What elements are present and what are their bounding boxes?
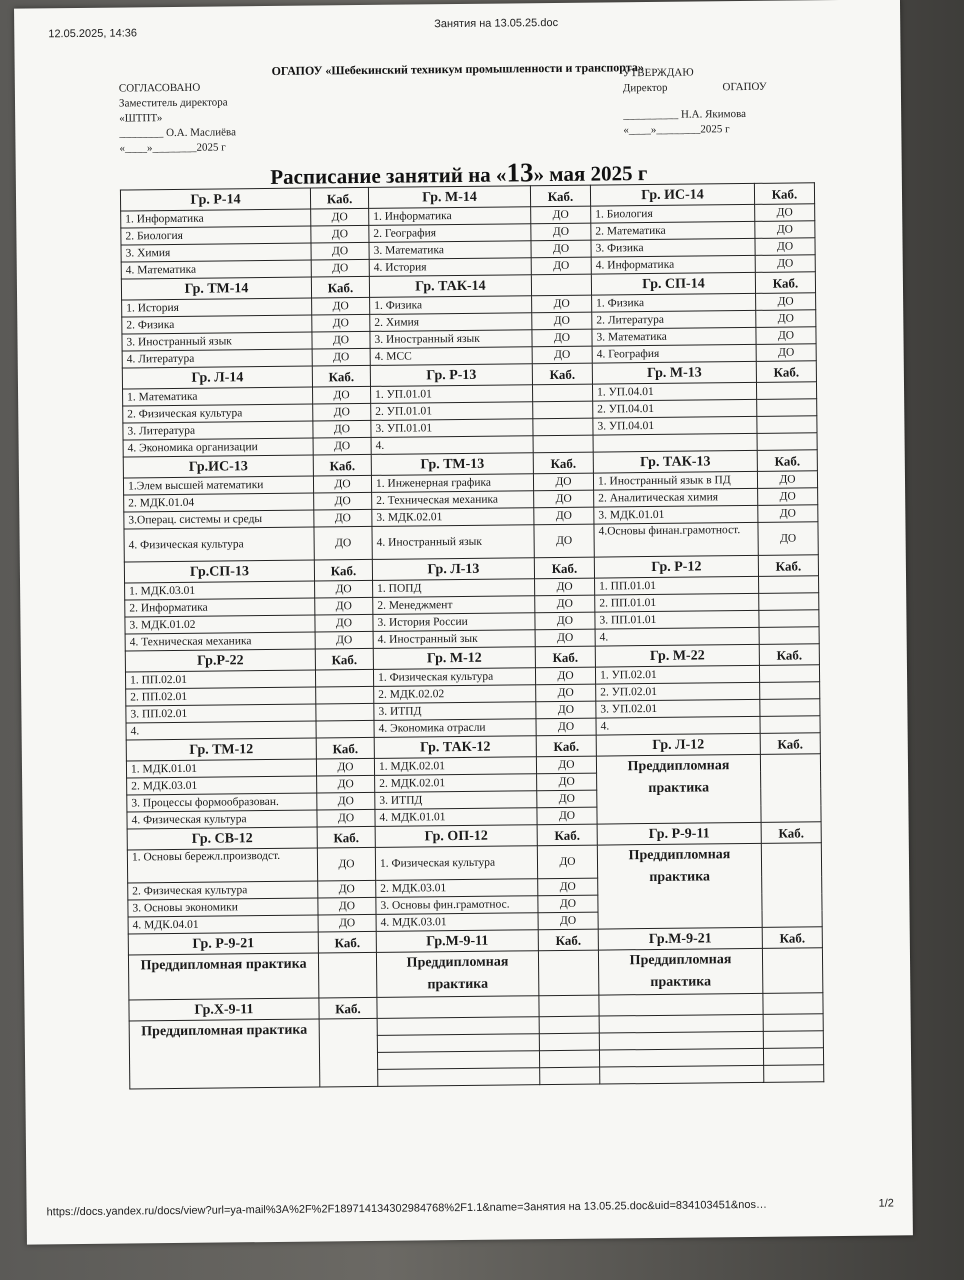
room-cell: ДО — [536, 701, 596, 719]
room-cell: ДО — [313, 403, 371, 421]
title-suffix: » мая 2025 г — [533, 161, 648, 187]
print-doc-title: Занятия на 13.05.25.doc — [434, 16, 559, 31]
group-name: Гр. ТАК-13 — [593, 450, 757, 473]
room-header: Каб. — [757, 450, 817, 472]
lesson-cell: 3. УП.01.01 — [371, 419, 533, 438]
room-header: Каб. — [312, 365, 370, 387]
room-cell: ДО — [312, 297, 370, 315]
lesson-cell: 4. География — [592, 344, 756, 363]
lesson-cell: 1. История — [122, 298, 312, 317]
lesson-cell: 3. Основы фин.грамотнос. — [376, 896, 538, 915]
group-name: Гр. Р-13 — [370, 364, 532, 387]
lesson-cell: 1. УП.01.01 — [370, 385, 532, 404]
lesson-cell: 1. ПОПД — [373, 579, 535, 598]
room-cell: ДО — [755, 255, 815, 273]
room-header: Каб. — [530, 185, 590, 207]
lesson-cell: 4. — [126, 721, 316, 740]
group-name: Гр.ИС-13 — [123, 455, 313, 478]
practice-cell: Преддипломная практика — [597, 843, 762, 929]
lesson-cell: 4. Экономика организации — [123, 438, 313, 457]
lesson-cell: 2. ПП.01.01 — [595, 593, 759, 612]
room-header: Каб. — [754, 183, 814, 205]
group-name — [377, 996, 539, 1019]
organization-name: ОГАПОУ «Шебекинский техникум промышленности и транспорта» — [271, 60, 644, 78]
lesson-cell: 2. Информатика — [125, 598, 315, 617]
group-name: Гр. Р-14 — [120, 188, 310, 211]
lesson-cell: 2. География — [369, 224, 531, 243]
lesson-row — [127, 843, 821, 883]
lesson-cell: 2. МДК.02.01 — [375, 774, 537, 793]
group-name: Гр. СП-14 — [591, 272, 755, 295]
room-cell: ДО — [318, 897, 376, 915]
lesson-cell: 3. УП.02.01 — [596, 699, 760, 718]
room-header: Каб. — [319, 997, 377, 1019]
agreed-block — [119, 80, 236, 156]
lesson-cell: 4. Иностранный язык — [372, 525, 534, 560]
lesson-cell: 4. МДК.03.01 — [376, 913, 538, 932]
room-cell: ДО — [755, 204, 815, 222]
room-header: Каб. — [311, 276, 369, 298]
room-cell — [763, 1031, 823, 1049]
lesson-cell: 1. Информатика — [369, 207, 531, 226]
room-cell: ДО — [535, 629, 595, 647]
group-name: Гр. Р-9-21 — [128, 932, 318, 955]
group-name: Гр. ТМ-13 — [371, 453, 533, 476]
room-header: Каб. — [756, 361, 816, 383]
lesson-cell: 4. МСС — [370, 347, 532, 366]
room-cell — [533, 418, 593, 436]
lesson-cell: 4. Литература — [122, 349, 312, 368]
lesson-cell: 1. Биология — [591, 204, 755, 223]
room-cell: ДО — [318, 880, 376, 898]
lesson-cell: 3.Операц. системы и среды — [124, 510, 314, 529]
lesson-cell — [599, 1031, 763, 1050]
room-cell: ДО — [534, 507, 594, 525]
group-name: Гр. М-14 — [368, 186, 530, 209]
room-cell: ДО — [532, 346, 592, 364]
practice-cell: Преддипломная практика — [128, 953, 318, 1000]
room-cell: ДО — [316, 758, 374, 776]
room-cell — [539, 1050, 599, 1068]
group-name: Гр. Л-13 — [372, 558, 534, 581]
lesson-cell: 2. Химия — [370, 313, 532, 332]
room-cell: ДО — [538, 895, 598, 913]
lesson-cell: 1. Физическая культура — [375, 846, 537, 881]
footer-page: 1/2 — [878, 1197, 894, 1210]
group-name: Гр. ТМ-14 — [121, 277, 311, 300]
room-header: Каб. — [536, 735, 596, 757]
room-header: Каб. — [533, 452, 593, 474]
room-header: Каб. — [318, 931, 376, 953]
room-cell — [760, 682, 820, 700]
room-cell: ДО — [536, 684, 596, 702]
room-cell: ДО — [758, 488, 818, 506]
room-cell: ДО — [531, 206, 591, 224]
room-cell: ДО — [314, 526, 372, 560]
room-cell: ДО — [532, 295, 592, 313]
group-name: Гр. ТМ-12 — [126, 738, 316, 761]
room-header: Каб. — [538, 929, 598, 951]
room-cell — [759, 610, 819, 628]
footer-url: https://docs.yandex.ru/docs/view?url=ya-mail%3A%2F%2F189714134302984768%2F1.1&name=Занятия на 13.05.25.doc&uid=834103451&nos… — [46, 1198, 768, 1219]
paper-sheet — [14, 0, 913, 1245]
room-header: Каб. — [314, 559, 372, 581]
room-cell — [532, 384, 592, 402]
room-cell: ДО — [317, 809, 375, 827]
lesson-cell: 2. УП.04.01 — [593, 399, 757, 418]
group-name: Гр. ТАК-12 — [374, 736, 536, 759]
room-cell: ДО — [315, 614, 373, 632]
lesson-cell: 4. Математика — [121, 260, 311, 279]
approved-line2: __________ Н.А. Якимова — [623, 107, 747, 122]
schedule-table — [120, 182, 824, 1089]
room-header: Каб. — [755, 272, 815, 294]
room-cell — [315, 669, 373, 687]
room-cell: ДО — [758, 505, 818, 523]
lesson-cell — [377, 1034, 539, 1053]
lesson-cell: 3. ИТПД — [374, 702, 536, 721]
room-cell — [760, 716, 820, 734]
room-header: Каб. — [762, 927, 822, 949]
room-cell — [759, 593, 819, 611]
lesson-cell: 3. Физика — [591, 238, 755, 257]
lesson-cell — [377, 1051, 539, 1070]
lesson-cell — [593, 433, 757, 452]
room-cell: ДО — [312, 348, 370, 366]
lesson-cell: 1. ПП.02.01 — [125, 670, 315, 689]
lesson-cell: 4. Техническая механика — [125, 632, 315, 651]
room-cell — [760, 754, 821, 823]
room-cell: ДО — [756, 327, 816, 345]
room-cell — [316, 720, 374, 738]
group-name: Гр. ИС-14 — [590, 183, 754, 206]
room-cell — [319, 1018, 378, 1087]
lesson-cell: 3. ПП.02.01 — [126, 704, 316, 723]
room-header: Каб. — [535, 646, 595, 668]
room-cell — [533, 401, 593, 419]
agreed-line1: Заместитель директора — [118, 96, 228, 110]
approved-line1: Директор ОГАПОУ — [622, 80, 767, 95]
practice-cell: Преддипломная практика — [596, 754, 761, 824]
room-cell — [762, 948, 822, 994]
lesson-cell: 1.Элем высшей математики — [123, 476, 313, 495]
lesson-cell: 2. МДК.02.02 — [374, 685, 536, 704]
room-cell — [539, 1016, 599, 1034]
lesson-cell: 4. Информатика — [591, 255, 755, 274]
lesson-cell: 4. История — [369, 258, 531, 277]
lesson-cell: 4. Экономика отрасли — [374, 719, 536, 738]
title-prefix: Расписание занятий на « — [270, 162, 507, 189]
room-cell: ДО — [313, 386, 371, 404]
lesson-cell: 1. УП.04.01 — [592, 382, 756, 401]
room-cell: ДО — [315, 631, 373, 649]
group-name: Гр.Х-9-11 — [129, 998, 319, 1021]
room-cell: ДО — [532, 312, 592, 330]
room-cell: ДО — [313, 420, 371, 438]
lesson-cell: 4. Физическая культура — [124, 527, 314, 562]
lesson-cell: 4. — [371, 436, 533, 455]
lesson-cell: 1. Физика — [370, 296, 532, 315]
room-header: Каб. — [761, 822, 821, 844]
practice-cell: Преддипломная практика — [129, 1019, 320, 1089]
room-header — [531, 274, 591, 296]
room-cell — [757, 416, 817, 434]
lesson-cell: 2. Физическая культура — [128, 881, 318, 900]
lesson-cell: 2. Физическая культура — [123, 404, 313, 423]
room-cell: ДО — [315, 597, 373, 615]
room-cell: ДО — [536, 718, 596, 736]
lesson-cell: 1. ПП.01.01 — [595, 576, 759, 595]
lesson-cell: 2. МДК.01.04 — [124, 493, 314, 512]
room-header: Каб. — [317, 826, 375, 848]
lesson-cell: 2. Аналитическая химия — [594, 488, 758, 507]
room-cell: ДО — [755, 238, 815, 256]
lesson-cell: 1. Основы бережл.производст. — [127, 848, 317, 883]
group-name: Гр. М-13 — [592, 361, 756, 384]
room-header: Каб. — [759, 644, 819, 666]
room-cell: ДО — [311, 225, 369, 243]
lesson-cell: 1. МДК.02.01 — [374, 757, 536, 776]
room-header: Каб. — [310, 187, 368, 209]
lesson-cell: 4. Физическая культура — [127, 810, 317, 829]
group-name: Гр. Л-14 — [122, 366, 312, 389]
lesson-cell — [378, 1068, 540, 1087]
room-header: Каб. — [313, 454, 371, 476]
lesson-cell: 2. МДК.03.01 — [127, 776, 317, 795]
room-cell: ДО — [537, 807, 597, 825]
room-cell: ДО — [311, 208, 369, 226]
room-cell: ДО — [537, 773, 597, 791]
room-cell: ДО — [537, 845, 597, 879]
lesson-cell: 4. — [595, 627, 759, 646]
print-datetime: 12.05.2025, 14:36 — [48, 27, 138, 41]
room-cell — [757, 399, 817, 417]
lesson-cell: 3. Основы экономики — [128, 898, 318, 917]
room-cell — [533, 435, 593, 453]
room-header — [539, 995, 599, 1017]
lesson-cell: 4. МДК.04.01 — [128, 915, 318, 934]
room-cell: ДО — [317, 775, 375, 793]
room-cell — [540, 1067, 600, 1085]
room-header: Каб. — [532, 363, 592, 385]
room-cell — [539, 1033, 599, 1051]
agreed-line4: «____»________2025 г — [119, 141, 226, 155]
approved-title: УТВЕРЖДАЮ — [622, 66, 694, 80]
room-cell: ДО — [535, 667, 595, 685]
room-cell: ДО — [531, 257, 591, 275]
lesson-cell: 2. Литература — [592, 310, 756, 329]
lesson-cell: 3. Иностранный язык — [370, 330, 532, 349]
room-cell: ДО — [533, 473, 593, 491]
room-cell — [759, 627, 819, 645]
group-name: Гр. СВ-12 — [127, 827, 317, 850]
agreed-title: СОГЛАСОВАНО — [118, 81, 201, 95]
room-header: Каб. — [315, 648, 373, 670]
lesson-cell: 3. ИТПД — [375, 791, 537, 810]
lesson-cell: 2. УП.01.01 — [371, 402, 533, 421]
room-cell — [764, 1065, 824, 1083]
lesson-cell: 2. Биология — [121, 226, 311, 245]
group-name: Гр. ОП-12 — [375, 825, 537, 848]
room-cell: ДО — [313, 475, 371, 493]
room-cell — [760, 699, 820, 717]
lesson-cell: 2. МДК.03.01 — [376, 879, 538, 898]
room-cell — [759, 576, 819, 594]
lesson-cell: 3. Процессы формообразован. — [127, 793, 317, 812]
lesson-cell: 1. Физическая культура — [373, 668, 535, 687]
lesson-cell — [377, 1017, 539, 1036]
room-cell: ДО — [538, 878, 598, 896]
room-cell: ДО — [537, 790, 597, 808]
group-name: Гр. М-22 — [595, 644, 759, 667]
lesson-cell: 1. Математика — [123, 387, 313, 406]
lesson-cell: 1. Инженерная графика — [371, 474, 533, 493]
room-cell — [763, 1048, 823, 1066]
group-name: Гр. Р-9-11 — [597, 822, 761, 845]
room-cell: ДО — [534, 524, 594, 558]
room-header: Каб. — [760, 733, 820, 755]
room-cell: ДО — [534, 490, 594, 508]
lesson-cell: 3. Математика — [592, 327, 756, 346]
approved-block — [623, 65, 767, 139]
lesson-cell: 1. УП.02.01 — [595, 665, 759, 684]
lesson-cell: 2. Менеджмент — [373, 596, 535, 615]
lesson-cell: 3. МДК.02.01 — [372, 508, 534, 527]
room-header: Каб. — [316, 737, 374, 759]
group-name: Гр. М-12 — [373, 647, 535, 670]
lesson-cell: 1. Информатика — [121, 209, 311, 228]
room-cell: ДО — [311, 242, 369, 260]
room-cell: ДО — [314, 492, 372, 510]
room-cell — [538, 950, 598, 996]
room-cell: ДО — [758, 522, 818, 556]
room-cell: ДО — [313, 437, 371, 455]
room-cell: ДО — [536, 756, 596, 774]
room-cell: ДО — [311, 259, 369, 277]
group-name: Гр. Р-12 — [594, 555, 758, 578]
lesson-cell: 1. Иностранный язык в ПД — [593, 471, 757, 490]
room-cell: ДО — [756, 344, 816, 362]
room-cell: ДО — [756, 310, 816, 328]
room-cell: ДО — [532, 329, 592, 347]
lesson-cell: 4. Иностранный зык — [373, 630, 535, 649]
group-name: Гр.М-9-11 — [376, 930, 538, 953]
lesson-cell: 1. МДК.03.01 — [125, 581, 315, 600]
lesson-cell: 4. — [596, 716, 760, 735]
room-cell: ДО — [312, 331, 370, 349]
lesson-cell: 3. Литература — [123, 421, 313, 440]
lesson-cell — [599, 1048, 763, 1067]
lesson-cell: 4. МДК.01.01 — [375, 808, 537, 827]
lesson-cell: 3. Математика — [369, 241, 531, 260]
practice-cell: Преддипломная практика — [598, 948, 762, 995]
agreed-line2: «ШТПТ» — [119, 112, 163, 125]
room-cell: ДО — [531, 240, 591, 258]
lesson-cell: 1. Физика — [592, 293, 756, 312]
room-cell: ДО — [531, 223, 591, 241]
lesson-cell: 3. История России — [373, 613, 535, 632]
group-name: Гр.СП-13 — [124, 560, 314, 583]
group-name: Гр.Р-22 — [125, 649, 315, 672]
room-cell — [316, 686, 374, 704]
lesson-cell — [600, 1065, 764, 1084]
group-name — [599, 993, 763, 1016]
room-cell: ДО — [535, 595, 595, 613]
lesson-cell: 1. МДК.01.01 — [126, 759, 316, 778]
room-header: Каб. — [534, 557, 594, 579]
room-header: Каб. — [537, 824, 597, 846]
lesson-cell: 2. Физика — [122, 315, 312, 334]
practice-cell: Преддипломная практика — [376, 951, 538, 998]
room-cell: ДО — [756, 293, 816, 311]
lesson-cell: 3. Иностранный язык — [122, 332, 312, 351]
room-cell: ДО — [535, 578, 595, 596]
lesson-cell: 3. УП.04.01 — [593, 416, 757, 435]
room-header: Каб. — [758, 555, 818, 577]
room-cell — [757, 433, 817, 451]
group-name: Гр.М-9-21 — [598, 927, 762, 950]
lesson-cell: 2. Техническая механика — [372, 491, 534, 510]
room-cell: ДО — [755, 221, 815, 239]
group-name: Гр. ТАК-14 — [369, 275, 531, 298]
room-cell — [316, 703, 374, 721]
room-cell: ДО — [318, 914, 376, 932]
room-cell: ДО — [535, 612, 595, 630]
lesson-cell: 3. МДК.01.02 — [125, 615, 315, 634]
room-cell — [761, 843, 822, 928]
agreed-line3: ________ О.А. Маслиёва — [119, 126, 237, 140]
title-day: 13 — [506, 157, 534, 188]
room-cell: ДО — [757, 471, 817, 489]
approved-line3: «____»________2025 г — [623, 123, 730, 137]
room-cell — [756, 382, 816, 400]
room-cell: ДО — [317, 792, 375, 810]
lesson-cell: 3. МДК.01.01 — [594, 505, 758, 524]
room-cell — [318, 952, 376, 998]
lesson-cell: 3. Химия — [121, 243, 311, 262]
room-cell: ДО — [315, 580, 373, 598]
lesson-cell: 2. УП.02.01 — [596, 682, 760, 701]
lesson-cell: 3. ПП.01.01 — [595, 610, 759, 629]
room-cell — [759, 665, 819, 683]
lesson-cell: 4.Основы финан.грамотност. — [594, 522, 758, 557]
lesson-cell — [599, 1014, 763, 1033]
lesson-cell: 2. ПП.02.01 — [126, 687, 316, 706]
lesson-cell: 2. Математика — [591, 221, 755, 240]
room-cell: ДО — [312, 314, 370, 332]
room-header — [763, 993, 823, 1015]
room-cell: ДО — [317, 847, 375, 881]
room-cell: ДО — [538, 912, 598, 930]
room-cell: ДО — [314, 509, 372, 527]
room-cell — [763, 1014, 823, 1032]
group-name: Гр. Л-12 — [596, 733, 760, 756]
